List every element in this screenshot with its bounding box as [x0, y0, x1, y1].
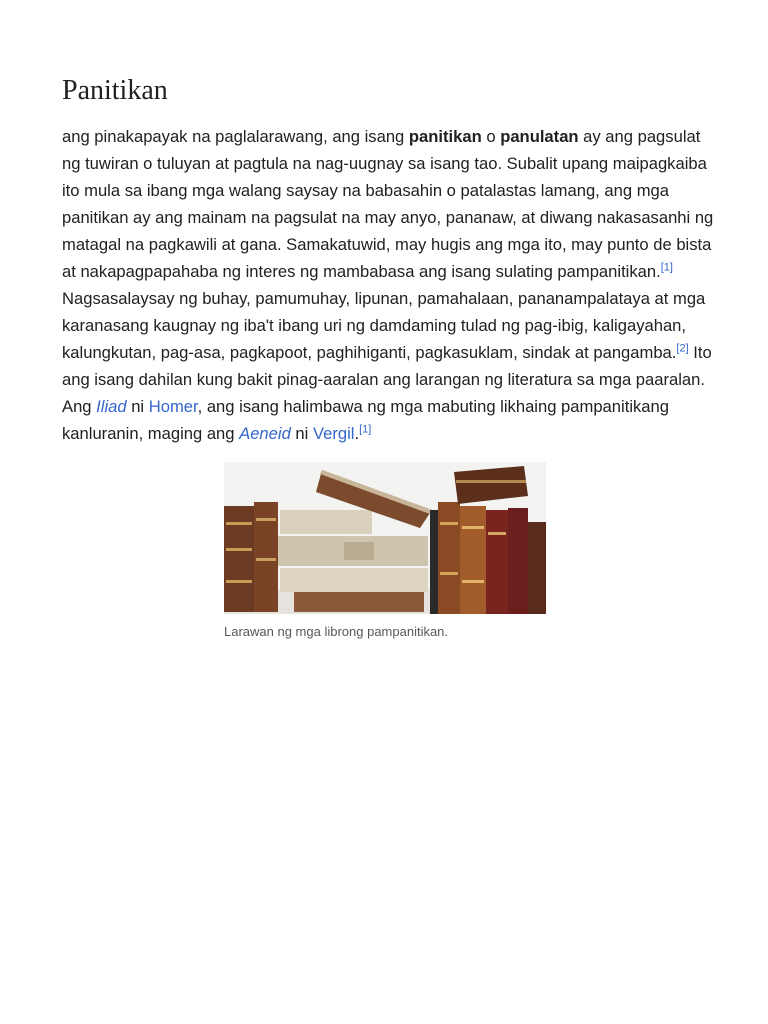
- article-paragraph: [62, 123, 714, 447]
- reference-3[interactable]: [359, 423, 371, 435]
- text-run: .: [354, 424, 360, 443]
- page-title: Panitikan: [62, 75, 168, 106]
- reference-link-3[interactable]: [1]: [359, 423, 372, 436]
- text-run: Nagsasalaysay ng buhay, pamumuhay, lipunan, pamahalaan, pananampalataya at mga karanasang kaugnay ng iba't ibang uri ng damdaming tulad ng pag-ibig, kaligayahan, kalungkutan, pag-asa, pagkapoot, paghihiganti, pagkasuklam, sindak at pangamba.: [62, 289, 706, 362]
- books-image[interactable]: [224, 462, 546, 614]
- text-run: ni: [290, 424, 313, 443]
- text-run: , ang isang halimbawa ng mga mabuting likhaing pampanitikang kanluranin, maging ang: [62, 397, 669, 443]
- text-run: ni: [126, 397, 149, 416]
- link-homer[interactable]: Homer: [148, 397, 198, 416]
- link-iliad[interactable]: Iliad: [96, 397, 127, 416]
- figure-caption: Larawan ng mga librong pampanitikan.: [224, 624, 449, 639]
- term-panitikan: panitikan: [408, 127, 482, 146]
- link-aeneid[interactable]: Aeneid: [239, 424, 291, 443]
- text-run: o: [481, 127, 501, 146]
- term-panulatan: panulatan: [500, 127, 579, 146]
- text-run: ay ang pagsulat ng tuwiran o tuluyan at pagtula na nag-uugnay sa isang tao. Subalit upang maipagkaiba ito mula sa ibang mga walang saysay na babasahin o patalastas lamang, ang mga panitikan ay ang mainam na pagsulat na may anyo, pananaw, at diwang nakasasanhi ng matagal na pagkawili at gana. Samakatuwid, may hugis ang mga ito, may punto de bista at nakapagpapahaba ng interes ng mambabasa ang isang sulating pampanitikan.: [62, 127, 714, 281]
- reference-link-1[interactable]: [1]: [660, 261, 673, 274]
- text-run: ang pinakapayak na paglalarawang, ang isang: [62, 127, 409, 146]
- reference-2[interactable]: [676, 342, 688, 354]
- figure: [224, 462, 546, 640]
- reference-link-2[interactable]: [2]: [676, 342, 689, 355]
- reference-1[interactable]: [661, 261, 673, 273]
- text-run: Ito ang isang dahilan kung bakit pinag-aaralan ang larangan ng literatura sa mga paaralan. Ang: [62, 343, 712, 416]
- link-vergil[interactable]: Vergil: [312, 424, 355, 443]
